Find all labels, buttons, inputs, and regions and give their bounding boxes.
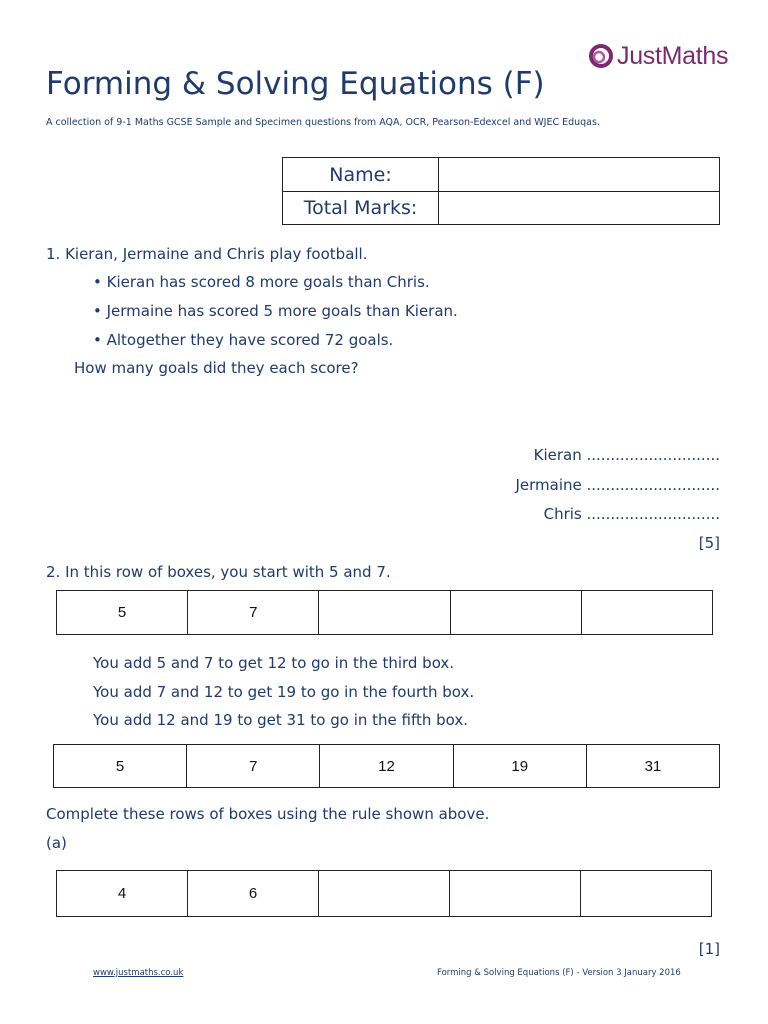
page-subtitle: A collection of 9-1 Maths GCSE Sample and Specimen questions from AQA, OCR, Pearson-Edexcel and WJEC Eduqas. [46,117,600,128]
box-cell: 6 [188,871,319,916]
total-marks-field[interactable] [439,191,719,225]
q1-intro: 1. Kieran, Jermaine and Chris play football. [46,245,368,263]
boxes-row-part-a [56,870,712,917]
footer-website-link[interactable]: www.justmaths.co.uk [93,968,184,978]
q1-question: How many goals did they each score? [74,359,359,377]
boxes-row-example-complete [53,744,720,788]
q1-marks: [5] [698,534,720,552]
answer-jermaine[interactable]: Jermaine ............................ [515,476,720,494]
q2-instruction: Complete these rows of boxes using the rule shown above. [46,805,490,823]
total-marks-label: Total Marks: [283,191,439,225]
q2-intro: 2. In this row of boxes, you start with 5 and 7. [46,563,391,581]
swirl-logo-icon [588,43,614,69]
box-cell: 7 [187,745,320,787]
box-cell [319,591,450,634]
box-cell [451,591,582,634]
logo-text: JustMaths [617,41,729,70]
box-cell: 5 [54,745,187,787]
answer-box[interactable] [581,871,711,916]
answer-box[interactable] [450,871,581,916]
q2-part-a-label: (a) [46,834,67,852]
q1-bullet: • Jermaine has scored 5 more goals than Kieran. [93,302,458,320]
q2-explanation: You add 7 and 12 to get 19 to go in the fourth box. [93,683,475,701]
answer-chris[interactable]: Chris ............................ [543,505,720,523]
page-title: Forming & Solving Equations (F) [46,66,545,102]
box-cell [582,591,712,634]
q2-explanation: You add 12 and 19 to get 31 to go in the fifth box. [93,711,469,729]
name-row [283,158,719,192]
footer-version: Forming & Solving Equations (F) - Version 3 January 2016 [437,968,681,978]
name-field[interactable] [439,158,719,191]
box-cell: 4 [57,871,188,916]
marks-row [283,191,719,225]
box-cell: 5 [57,591,188,634]
q1-bullet: • Altogether they have scored 72 goals. [93,331,394,349]
box-cell: 31 [644,757,662,775]
boxes-row-example-start [56,590,713,635]
q2-explanation: You add 5 and 7 to get 12 to go in the third box. [93,654,455,672]
q1-bullet: • Kieran has scored 8 more goals than Chris. [93,273,430,291]
name-marks-table [282,157,720,225]
box-cell: 7 [188,591,319,634]
answer-kieran[interactable]: Kieran ............................ [533,446,720,464]
box-cell: 19 [454,745,587,787]
brand-logo [588,40,728,72]
box-cell: 12 [320,745,453,787]
name-label: Name: [283,158,439,191]
q2-marks: [1] [698,940,720,958]
answer-box[interactable] [319,871,450,916]
